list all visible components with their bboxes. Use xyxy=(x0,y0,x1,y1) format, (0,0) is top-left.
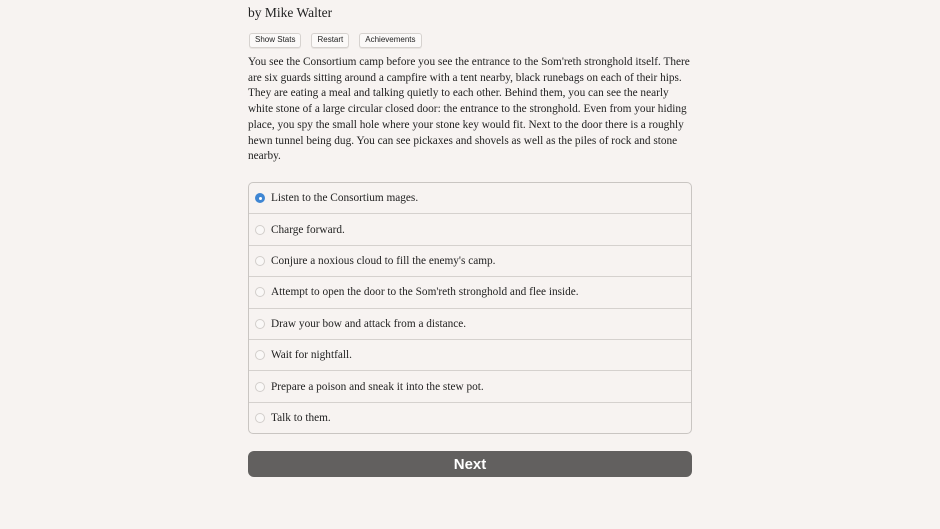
radio-checked-icon[interactable] xyxy=(255,193,265,203)
author-byline: by Mike Walter xyxy=(248,5,333,20)
achievements-button[interactable]: Achievements xyxy=(359,33,421,48)
radio-unchecked-icon[interactable] xyxy=(255,382,265,392)
radio-unchecked-icon[interactable] xyxy=(255,287,265,297)
restart-button[interactable]: Restart xyxy=(311,33,349,48)
choice-option[interactable] xyxy=(249,276,691,307)
story-text: You see the Consortium camp before you see the entrance to the Som'reth stronghold itself. There are six guards sitting around a campfire with a tent nearby, black runebags on each of their hips. They are eating a meal and talking quietly to each other. Behind them, you can see the nearly white stone of a large circular closed door: the entrance to the stronghold. Even from your hiding place, you spy the small hole where your stone key would fit. Next to the door there is a roughly hewn tunnel being dug. You can see pickaxes and shovels as well as the piles of rock and stone nearby. xyxy=(248,56,690,163)
choice-option[interactable] xyxy=(249,183,691,213)
radio-unchecked-icon[interactable] xyxy=(255,350,265,360)
choice-label: Listen to the Consortium mages. xyxy=(271,192,419,205)
choice-label: Draw your bow and attack from a distance. xyxy=(271,317,467,330)
radio-unchecked-icon[interactable] xyxy=(255,413,265,423)
choice-label: Conjure a noxious cloud to fill the enemy's camp. xyxy=(271,254,496,267)
choice-option[interactable] xyxy=(249,308,691,339)
top-toolbar xyxy=(249,33,422,48)
next-button[interactable]: Next xyxy=(248,451,692,477)
choice-option[interactable] xyxy=(249,402,691,433)
choice-option[interactable] xyxy=(249,213,691,244)
choice-label: Talk to them. xyxy=(271,411,331,424)
choice-list xyxy=(248,182,692,434)
choice-label: Charge forward. xyxy=(271,223,345,236)
choice-label: Prepare a poison and sneak it into the stew pot. xyxy=(271,380,484,393)
choice-option[interactable] xyxy=(249,339,691,370)
choice-option[interactable] xyxy=(249,245,691,276)
radio-unchecked-icon[interactable] xyxy=(255,256,265,266)
show-stats-button[interactable]: Show Stats xyxy=(249,33,301,48)
choice-label: Wait for nightfall. xyxy=(271,349,352,362)
choice-option[interactable] xyxy=(249,370,691,401)
radio-unchecked-icon[interactable] xyxy=(255,319,265,329)
choice-label: Attempt to open the door to the Som'reth stronghold and flee inside. xyxy=(271,286,579,299)
radio-unchecked-icon[interactable] xyxy=(255,225,265,235)
